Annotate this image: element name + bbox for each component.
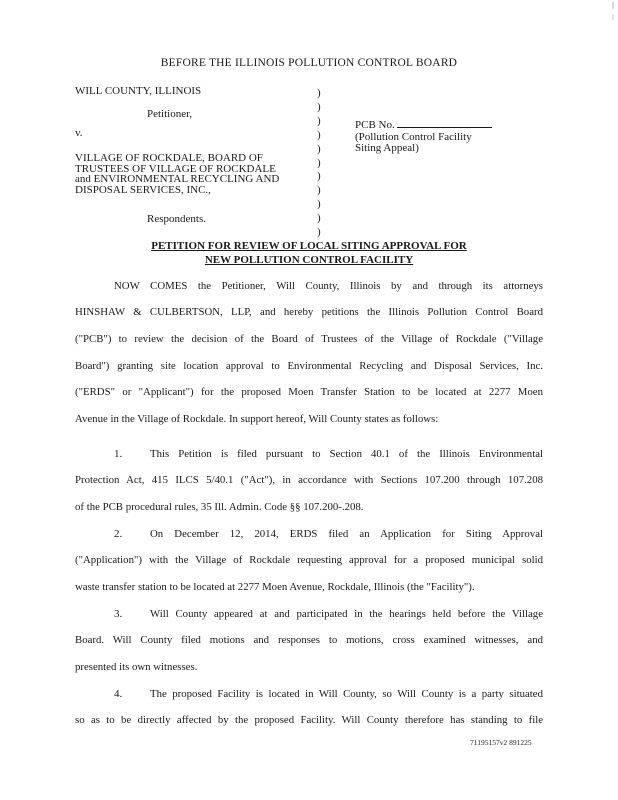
- intro-line: Board") granting site location approval to Environmental Recycling and Disposal Services, Inc.: [75, 360, 543, 372]
- paragraph-number: 2.: [114, 528, 123, 540]
- paragraph-line: of the PCB procedural rules, 35 Ill. Admin. Code §§ 107.200-.208.: [75, 501, 364, 513]
- paragraph-line: Will County appeared at and participated in the hearings held before the Village: [150, 608, 543, 620]
- respondents-block: [75, 153, 279, 195]
- paragraph-line: Board. Will County filed motions and responses to motions, cross examined witnesses, and: [75, 634, 543, 646]
- paragraph-line: ("Application") with the Village of Rockdale requesting approval for a proposed municipal solid: [75, 554, 543, 566]
- case-type-line: Siting Appeal): [355, 142, 419, 154]
- respondents-line: VILLAGE OF ROCKDALE, BOARD OF: [75, 152, 263, 164]
- petitioner-name: WILL COUNTY, ILLINOIS: [75, 85, 202, 97]
- scan-edge-mark: [610, 0, 616, 30]
- case-number-block: [355, 118, 492, 155]
- court-title: BEFORE THE ILLINOIS POLLUTION CONTROL BOARD: [160, 57, 458, 69]
- paragraph-line: waste transfer station to be located at 2277 Moen Avenue, Rockdale, Illinois (the "Facility").: [75, 581, 475, 593]
- case-number: [355, 118, 492, 132]
- paragraph-line: so as to be directly affected by the proposed Facility. Will County therefore has standing to file: [75, 714, 543, 726]
- paragraph-number: 3.: [114, 608, 123, 620]
- respondents-line: and ENVIRONMENTAL RECYCLING AND: [75, 173, 280, 185]
- intro-line: ("ERDS" or "Applicant") for the proposed Moen Transfer Station to be located at 2277 Moen: [75, 386, 543, 398]
- paragraph-number: 1.: [114, 448, 123, 460]
- paragraph-number: 4.: [114, 688, 123, 700]
- document-heading-line-2: NEW POLLUTION CONTROL FACILITY: [204, 254, 414, 266]
- paragraph-line: The proposed Facility is located in Will County, so Will County is a party situated: [150, 688, 543, 700]
- document-footer-code: 71195157v2 891225: [470, 738, 532, 747]
- intro-line: NOW COMES the Petitioner, Will County, Illinois by and through its attorneys: [114, 280, 543, 292]
- respondents-line: TRUSTEES OF VILLAGE OF ROCKDALE: [75, 162, 276, 175]
- case-number-label: PCB No.: [355, 119, 395, 131]
- paragraph-line: On December 12, 2014, ERDS filed an Application for Siting Approval: [150, 528, 543, 540]
- paragraph-line: presented its own witnesses.: [75, 661, 198, 673]
- paragraph-line: This Petition is filed pursuant to Section 40.1 of the Illinois Environmental: [150, 448, 543, 460]
- respondents-line: DISPOSAL SERVICES, INC.,: [75, 183, 211, 196]
- intro-line: ("PCB") to review the decision of the Board of Trustees of the Village of Rockdale ("Village: [75, 333, 543, 345]
- versus: v.: [75, 127, 83, 139]
- case-number-blank: [397, 118, 492, 128]
- case-type-line: (Pollution Control Facility: [355, 130, 472, 143]
- caption-separator: ) ) ) ) ) ) ) ) ) ) ): [317, 87, 321, 239]
- petitioner-role: Petitioner,: [147, 108, 193, 120]
- paragraph-line: Protection Act, 415 ILCS 5/40.1 ("Act"), in accordance with Sections 107.200 through 107.208: [75, 474, 543, 486]
- respondents-role: Respondents.: [147, 213, 206, 225]
- intro-line: Avenue in the Village of Rockdale. In support hereof, Will County states as follows:: [75, 413, 439, 425]
- document-heading-line-1: PETITION FOR REVIEW OF LOCAL SITING APPROVAL FOR: [151, 240, 467, 252]
- intro-line: HINSHAW & CULBERTSON, LLP, and hereby petitions the Illinois Pollution Control Board: [75, 306, 543, 318]
